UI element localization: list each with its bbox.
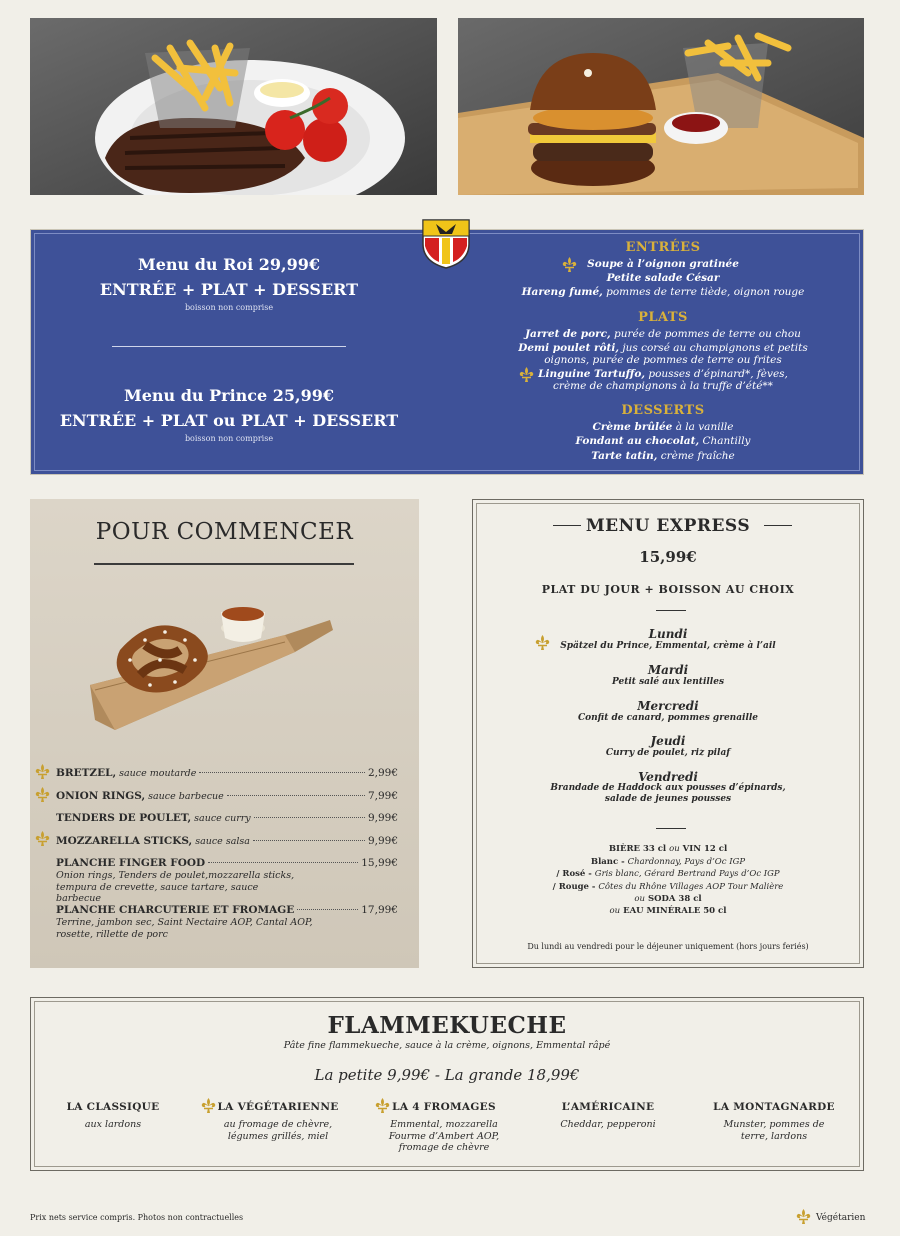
flammekueche-subtitle: Pâte fine flammekueche, sauce à la crème, oignons, Emmental râpé [283,1040,611,1051]
express-dish: Brandade de Haddock aux pousses d’épinards, [550,783,786,793]
menu-prince-title: Menu du Prince 25,99€ [123,386,334,405]
express-day: Mercredi [637,699,699,713]
express-formula: PLAT DU JOUR + BOISSON AU CHOIX [541,583,795,596]
fleur-de-lis-icon [796,1208,811,1225]
drink-line: ou EAU MINÉRALE 50 cl [609,906,727,916]
express-dish: Spätzel du Prince, Emmental, crème à l’ail [560,641,776,651]
drink-line: ou SODA 38 cl [634,894,702,904]
starter-item: PLANCHE CHARCUTERIE ET FROMAGE 17,99€ Terrine, jambon sec, Saint Nectaire AOP, Cantal AOP, rosette, rillette de porc [56,904,398,940]
pretzel-photo [85,590,335,735]
fleur-de-lis-icon [35,786,50,803]
drink-line: Blanc - Chardonnay, Pays d’Oc IGP [590,857,746,867]
flammekueche-price: La petite 9,99€ - La grande 18,99€ [314,1066,580,1084]
coat-of-arms-icon [421,218,471,270]
menu-roi-note: boisson non comprise [184,303,274,312]
flammekueche-variety: LA MONTAGNARDE Munster, pommes de terre, lardons [713,1101,835,1142]
menu-prince-formula: ENTRÉE + PLAT ou PLAT + DESSERT [59,411,399,430]
desserts-heading: DESSERTS [621,403,705,418]
drink-line: / Rosé - Gris blanc, Gérard Bertrand Pays d’Oc IGP [556,869,780,879]
plat-item-cont: oignons, purée de pommes de terre ou frites [544,354,782,366]
starter-item: TENDERS DE POULET, sauce curry 9,99€ [56,812,398,824]
express-dish: Confit de canard, pommes grenaille [577,713,759,723]
plat-item: Jarret de porc, purée de pommes de terre ou chou [525,328,801,340]
flammekueche-variety: LA 4 FROMAGES Emmental, mozzarella Fourme d’Ambert AOP, fromage de chèvre [388,1101,500,1153]
dessert-item: Tarte tatin, crème fraîche [591,450,735,462]
flammekueche-variety: L’AMÉRICAINE Cheddar, pepperoni [560,1101,656,1130]
plats-heading: PLATS [638,310,688,325]
express-note: Du lundi au vendredi pour le déjeuner uniquement (hors jours feriés) [527,942,809,951]
entree-item: Soupe à l’oignon gratinée [587,258,739,270]
dessert-item: Fondant au chocolat, Chantilly [575,435,751,447]
flammekueche-title: FLAMMEKUECHE [327,1012,567,1039]
starter-item: ONION RINGS, sauce barbecue 7,99€ [56,790,398,802]
steak-photo [30,18,437,195]
starter-item: BRETZEL, sauce moutarde 2,99€ [56,767,398,779]
starter-item: PLANCHE FINGER FOOD 15,99€ Onion rings, Tenders de poulet,mozzarella sticks, tempura de crevette, sauce tartare, sauce barbecue [56,857,398,904]
plat-item-cont: crème de champignons à la truffe d’été** [553,380,773,392]
express-day: Lundi [648,627,688,641]
burger-photo [458,18,864,195]
express-price: 15,99€ [639,548,697,566]
express-title: MENU EXPRESS [585,516,751,536]
fleur-de-lis-icon [35,830,50,847]
entree-item: Petite salade César [606,272,720,284]
flammekueche-variety: LA VÉGÉTARIENNE au fromage de chèvre, légumes grillés, miel [217,1101,339,1142]
express-dish: salade de jeunes pousses [604,794,732,804]
starters-title: POUR COMMENCER [95,519,354,545]
menu-roi-formula: ENTRÉE + PLAT + DESSERT [99,280,359,299]
divider [656,610,686,611]
plat-item: Demi poulet rôti, jus corsé au champignons et petits [518,342,808,354]
plat-item: Linguine Tartuffo, pousses d’épinard*, fèves, [538,368,788,380]
flammekueche-variety: LA CLASSIQUE aux lardons [66,1101,160,1130]
divider [94,563,354,565]
express-day: Vendredi [638,770,698,784]
entree-item: Hareng fumé, pommes de terre tiède, oignon rouge [521,286,805,298]
fleur-de-lis-icon [562,256,577,273]
dessert-item: Crème brûlée à la vanille [592,421,734,433]
divider [112,346,346,347]
express-day: Jeudi [650,734,686,748]
menu-roi-title: Menu du Roi 29,99€ [138,255,320,274]
menu-prince-note: boisson non comprise [184,434,274,443]
vegetarian-legend: Végétarien [816,1213,866,1223]
express-day: Mardi [647,663,689,677]
fleur-de-lis-icon [35,763,50,780]
express-dish: Petit salé aux lentilles [611,677,725,687]
fleur-de-lis-icon [519,366,534,383]
footer-note: Prix nets service compris. Photos non contractuelles [30,1213,244,1222]
starter-item: MOZZARELLA STICKS, sauce salsa 9,99€ [56,835,398,847]
drink-line: / Rouge - Côtes du Rhône Villages AOP Tour Malière [552,882,784,892]
divider [656,828,686,829]
express-dish: Curry de poulet, riz pilaf [605,748,731,758]
drink-line: BIÈRE 33 cl ou VIN 12 cl [608,844,728,854]
entrees-heading: ENTRÉES [625,240,701,255]
